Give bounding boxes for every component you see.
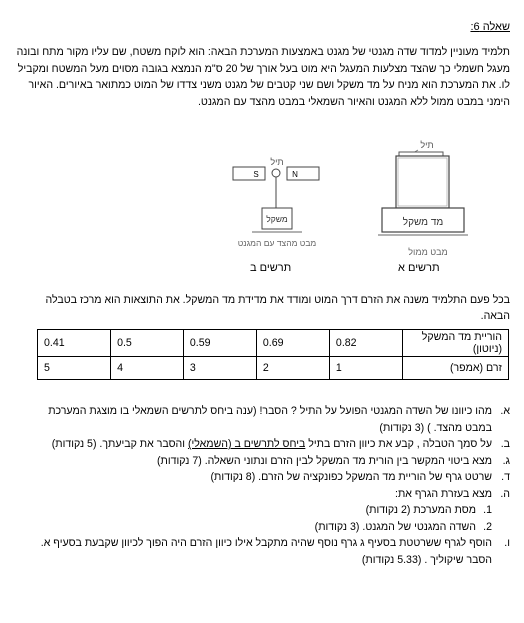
- table-cell: 0.41: [38, 330, 111, 357]
- question-e-sub1-num: 1.: [483, 504, 492, 516]
- table-cell: 0.5: [111, 330, 184, 357]
- question-e-sub1-text: מסת המערכת (2 נקודות): [365, 504, 476, 516]
- row-header-scale: הוריית מד המשקל (ניוטון): [402, 330, 508, 357]
- question-b-mark: ב.: [500, 438, 510, 450]
- table-cell: 0.82: [329, 330, 402, 357]
- side-caption: מבט מהצד עם המגנט: [237, 238, 317, 248]
- question-e-sub2-text: השדה המגנטי של המגנט. (3 נקודות): [314, 520, 476, 533]
- question-title: שאלה 6:: [470, 21, 510, 33]
- pole-n-label: N: [292, 170, 298, 179]
- pole-s-label: S: [253, 170, 259, 179]
- front-wire-label: תיל: [420, 140, 434, 150]
- question-d: [40, 469, 510, 486]
- table-intro-text: בכל פעם התלמיד משנה את הזרם דרך המוט ומודד את מדידת מד המשקל. את התוצאות הוא מרכז בטבלה הבאה.: [45, 294, 510, 322]
- question-f: [40, 535, 510, 568]
- table-cell: 3: [183, 357, 256, 380]
- side-view-figure: [233, 157, 319, 248]
- table-row: [38, 330, 509, 357]
- magnet-pole-s: [233, 167, 265, 180]
- question-a: [40, 403, 510, 436]
- question-f-text: הוסף לגרף ששרטטת בסעיף ג גרף נוסף שהיה מתקבל אילו כיוון הזרם היה הפוך לכיוון שקבעת בסעיף א. הסבר שיקוליך . (5.33 נקודות): [40, 537, 492, 566]
- question-e-sub2-num: 2.: [483, 520, 492, 533]
- table-cell: 1: [329, 357, 402, 380]
- side-wire-label: תיל: [270, 157, 284, 167]
- table-cell: 5: [38, 357, 111, 380]
- question-f-mark: ו.: [504, 537, 510, 549]
- table-cell: 0.59: [183, 330, 256, 357]
- question-b-text-underlined: ביחס לתרשים ב (השמאלי): [187, 438, 306, 450]
- question-a-text: מהו כיוונו של השדה המגנטי הפועל על התיל ? הסבר! (ענה ביחס לתרשים השמאלי בו מוצגת המערכת במבט מהצד. ) (3 נקודות): [48, 405, 492, 434]
- table-cell: 2: [256, 357, 329, 380]
- question-e-text: מצא בעזרת הגרף את:: [395, 487, 492, 500]
- question-intro: תלמיד מעוניין למדוד שדה מגנטי של מגנט באמצעות המערכת הבאה: הוא לוקח משטח, שם עליו מקור מתח ובונה מעגל חשמלי כך שהצד מצלעות המעגל היא מוט בעל אורך של 20 ס"מ הנמצא בגובה מסוים מעל המשטח ומקביל לו. את המערכת הוא מניח על מד משקל ושם שני קטבים של מגנט משני צדדו של המוט כמתואר באיורים. האיור הימני במבט ממול ללא המגנט והאיור השמאלי במבט מהצד עם המגנט.: [16, 46, 510, 108]
- figure-b-label: תרשים ב: [250, 262, 292, 274]
- table-row: [38, 357, 509, 380]
- figures-svg: [0, 134, 524, 264]
- question-b-text-1: על סמך הטבלה , קבע את כיוון הזרם בתיל: [305, 438, 492, 450]
- figure-a-label: תרשים א: [398, 262, 440, 274]
- question-d-mark: ד.: [501, 471, 510, 483]
- front-scale-label: מד משקל: [402, 217, 444, 228]
- front-view-figure: [378, 140, 468, 257]
- question-a-mark: א.: [500, 405, 510, 417]
- table-cell: 4: [111, 357, 184, 380]
- front-caption: מבט ממול: [408, 247, 448, 257]
- row-header-current: זרם (אמפר): [402, 357, 508, 380]
- question-c-mark: ג.: [502, 454, 510, 467]
- question-d-text: שרטט גרף של הוריית מד המשקל כפונקציה של הזרם. (8 נקודות): [210, 471, 492, 483]
- results-table: [37, 329, 509, 380]
- question-e: [40, 486, 510, 536]
- question-e-sub1: [40, 502, 492, 519]
- question-b: [40, 436, 510, 453]
- question-e-sublist: [40, 502, 492, 535]
- question-c: [40, 453, 510, 470]
- side-scale-label: משקל: [266, 214, 288, 224]
- table-cell: 0.69: [256, 330, 329, 357]
- wire-cross-section: [272, 169, 280, 177]
- question-c-text: מצא ביטוי המקשר בין הורית מד המשקל לבין הזרם ונתוני השאלה. (7 נקודות): [156, 454, 492, 467]
- question-e-mark: ה.: [500, 487, 510, 500]
- question-e-sub2: [40, 519, 492, 536]
- question-b-text-2: והסבר את קביעתך. (5 נקודות): [51, 438, 188, 450]
- questions-list: [40, 403, 510, 568]
